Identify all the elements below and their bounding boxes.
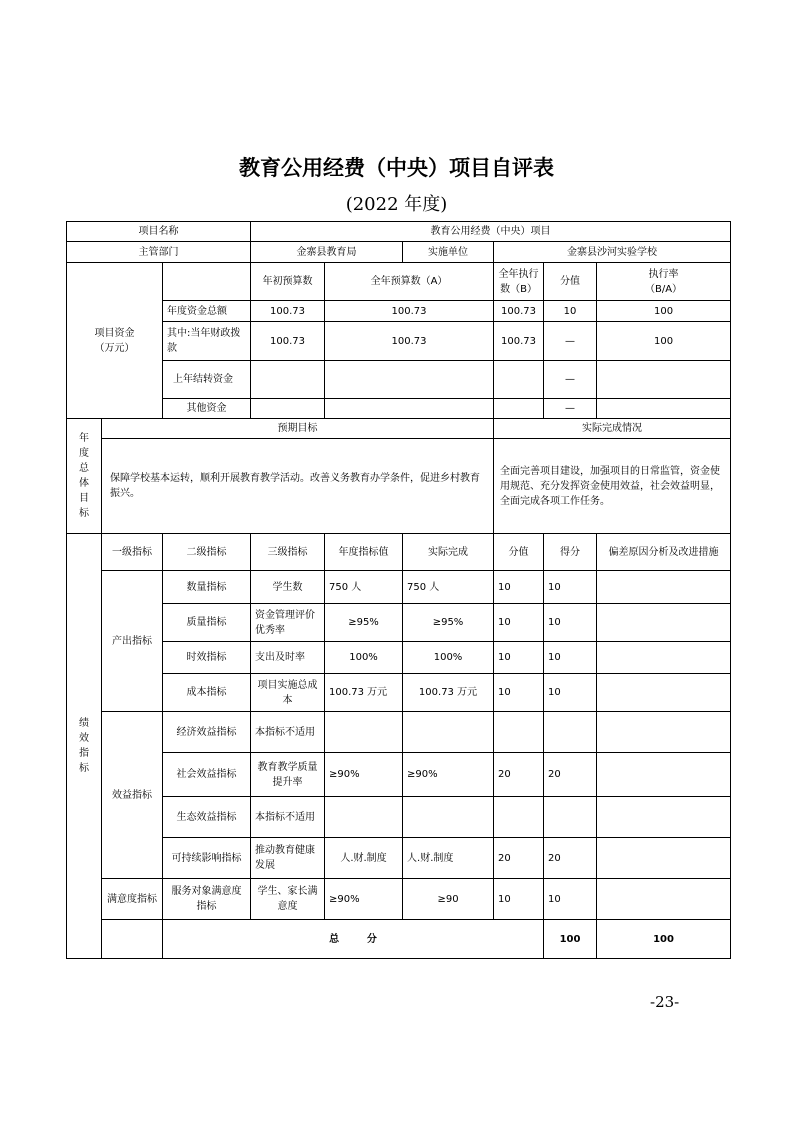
perf-target: ≥90% — [325, 753, 403, 797]
perf-score-value — [494, 712, 544, 753]
perf-score-value: 20 — [494, 838, 544, 879]
perf-level2: 经济效益指标 — [163, 712, 251, 753]
perf-score: 20 — [544, 838, 597, 879]
perf-analysis — [597, 879, 731, 920]
funds-row-executed — [494, 361, 544, 399]
funds-row-score-value: 10 — [544, 301, 597, 322]
total-label — [163, 920, 544, 959]
page-number: -23- — [650, 993, 680, 1011]
row-funds-carryover — [67, 361, 731, 399]
perf-target — [325, 712, 403, 753]
perf-level3: 资金管理评价优秀率 — [251, 604, 325, 642]
self-evaluation-table — [66, 221, 731, 959]
perf-actual: 750 人 — [403, 571, 494, 604]
goals-actual-text: 全面完善项目建设，加强项目的日常监管，资金使用规范、充分发挥资金使用效益，社会效益明显，全面完成各项工作任务。 — [494, 439, 731, 534]
unit-label: 实施单位 — [403, 242, 494, 263]
perf-level2: 成本指标 — [163, 674, 251, 712]
perf-group-output: 产出指标 — [102, 571, 163, 712]
total-label-text: 总 分 — [329, 933, 377, 945]
perf-level3: 项目实施总成本 — [251, 674, 325, 712]
row-total — [67, 920, 731, 959]
perf-header-analysis: 偏差原因分析及改进措施 — [597, 534, 731, 571]
perf-header-score-value: 分值 — [494, 534, 544, 571]
row-goals-content — [67, 439, 731, 534]
perf-side-label — [67, 534, 102, 959]
dept-label: 主管部门 — [67, 242, 251, 263]
goals-side-text: 年度总体目标 — [79, 433, 89, 519]
perf-level3: 支出及时率 — [251, 642, 325, 674]
perf-target: 人.财.制度 — [325, 838, 403, 879]
funds-section-text: 项目资金 （万元） — [94, 327, 135, 354]
perf-actual: ≥90% — [403, 753, 494, 797]
perf-analysis — [597, 753, 731, 797]
perf-row — [67, 797, 731, 838]
total-side-blank — [102, 920, 163, 959]
perf-level2: 生态效益指标 — [163, 797, 251, 838]
perf-analysis — [597, 674, 731, 712]
perf-score-value: 10 — [494, 571, 544, 604]
funds-row-initial — [251, 361, 325, 399]
perf-header-level3: 三级指标 — [251, 534, 325, 571]
funds-row-label: 其中:当年财政拨款 — [163, 322, 251, 361]
row-funds-header — [67, 263, 731, 301]
funds-row-rate — [597, 399, 731, 419]
goals-side-label — [67, 419, 102, 534]
perf-analysis — [597, 797, 731, 838]
goals-expected-header: 预期目标 — [102, 419, 494, 439]
row-funds-total — [67, 301, 731, 322]
perf-level3: 推动教育健康发展 — [251, 838, 325, 879]
perf-row — [67, 674, 731, 712]
perf-actual: ≥90 — [403, 879, 494, 920]
perf-header-level2: 二级指标 — [163, 534, 251, 571]
perf-score-value: 10 — [494, 642, 544, 674]
perf-level3: 本指标不适用 — [251, 712, 325, 753]
perf-score: 10 — [544, 604, 597, 642]
document-title: 教育公用经费（中央）项目自评表 — [239, 156, 554, 180]
perf-row — [67, 712, 731, 753]
funds-row-initial — [251, 399, 325, 419]
row-project-name — [67, 222, 731, 242]
perf-actual: 100% — [403, 642, 494, 674]
perf-level3: 本指标不适用 — [251, 797, 325, 838]
funds-row-initial: 100.73 — [251, 301, 325, 322]
funds-row-score-value: — — [544, 399, 597, 419]
total-score: 100 — [597, 920, 731, 959]
perf-score-value: 10 — [494, 674, 544, 712]
perf-group-benefit: 效益指标 — [102, 712, 163, 879]
funds-row-annual: 100.73 — [325, 322, 494, 361]
perf-analysis — [597, 604, 731, 642]
perf-score-value: 10 — [494, 604, 544, 642]
funds-row-rate: 100 — [597, 301, 731, 322]
perf-target: 750 人 — [325, 571, 403, 604]
funds-row-executed: 100.73 — [494, 301, 544, 322]
perf-side-text: 绩效指标 — [79, 718, 89, 774]
perf-actual — [403, 712, 494, 753]
perf-group-satisfaction: 满意度指标 — [102, 879, 163, 920]
funds-row-label: 年度资金总额 — [163, 301, 251, 322]
row-funds-fiscal — [67, 322, 731, 361]
funds-section-label — [67, 263, 163, 419]
funds-row-score-value: — — [544, 361, 597, 399]
funds-header-blank — [163, 263, 251, 301]
perf-row — [67, 879, 731, 920]
row-perf-header — [67, 534, 731, 571]
perf-score: 10 — [544, 879, 597, 920]
perf-target: 100% — [325, 642, 403, 674]
perf-row — [67, 571, 731, 604]
perf-level2: 数量指标 — [163, 571, 251, 604]
perf-analysis — [597, 642, 731, 674]
funds-row-annual: 100.73 — [325, 301, 494, 322]
perf-level3: 学生数 — [251, 571, 325, 604]
perf-header-score: 得分 — [544, 534, 597, 571]
project-name-value: 教育公用经费（中央）项目 — [251, 222, 731, 242]
perf-level2: 社会效益指标 — [163, 753, 251, 797]
perf-score: 10 — [544, 571, 597, 604]
perf-target: 100.73 万元 — [325, 674, 403, 712]
perf-target: ≥90% — [325, 879, 403, 920]
perf-row — [67, 642, 731, 674]
funds-row-executed: 100.73 — [494, 322, 544, 361]
row-funds-other — [67, 399, 731, 419]
funds-row-score-value: — — [544, 322, 597, 361]
perf-level3: 学生、家长满意度 — [251, 879, 325, 920]
dept-value: 金寨县教育局 — [251, 242, 403, 263]
perf-level2: 可持续影响指标 — [163, 838, 251, 879]
project-name-label: 项目名称 — [67, 222, 251, 242]
funds-row-annual — [325, 361, 494, 399]
perf-row — [67, 604, 731, 642]
perf-actual — [403, 797, 494, 838]
funds-row-initial: 100.73 — [251, 322, 325, 361]
funds-header-executed: 全年执行数（B） — [494, 263, 544, 301]
perf-score-value: 20 — [494, 753, 544, 797]
perf-actual: 100.73 万元 — [403, 674, 494, 712]
perf-analysis — [597, 571, 731, 604]
funds-header-rate-text: 执行率 （B/A） — [644, 268, 683, 295]
perf-score-value — [494, 797, 544, 838]
perf-row — [67, 753, 731, 797]
funds-row-label: 上年结转资金 — [163, 361, 251, 399]
total-score-value: 100 — [544, 920, 597, 959]
funds-row-annual — [325, 399, 494, 419]
row-department — [67, 242, 731, 263]
goals-expected-text: 保障学校基本运转，顺利开展教育教学活动。改善义务教育办学条件，促进乡村教育振兴。 — [102, 439, 494, 534]
funds-row-executed — [494, 399, 544, 419]
perf-actual: ≥95% — [403, 604, 494, 642]
perf-score: 10 — [544, 674, 597, 712]
unit-value: 金寨县沙河实验学校 — [494, 242, 731, 263]
perf-level2: 时效指标 — [163, 642, 251, 674]
perf-row — [67, 838, 731, 879]
perf-level2: 质量指标 — [163, 604, 251, 642]
perf-actual: 人.财.制度 — [403, 838, 494, 879]
perf-score: 10 — [544, 642, 597, 674]
document-subtitle: (2022 年度) — [345, 194, 448, 215]
perf-analysis — [597, 838, 731, 879]
funds-header-rate — [597, 263, 731, 301]
funds-header-initial: 年初预算数 — [251, 263, 325, 301]
perf-target: ≥95% — [325, 604, 403, 642]
perf-score-value: 10 — [494, 879, 544, 920]
perf-header-actual: 实际完成 — [403, 534, 494, 571]
funds-row-rate: 100 — [597, 322, 731, 361]
perf-score: 20 — [544, 753, 597, 797]
funds-row-label: 其他资金 — [163, 399, 251, 419]
perf-header-target: 年度指标值 — [325, 534, 403, 571]
perf-score — [544, 797, 597, 838]
row-goals-header — [67, 419, 731, 439]
perf-level2: 服务对象满意度指标 — [163, 879, 251, 920]
funds-row-rate — [597, 361, 731, 399]
funds-header-score-value: 分值 — [544, 263, 597, 301]
perf-level3: 教育教学质量提升率 — [251, 753, 325, 797]
goals-actual-header: 实际完成情况 — [494, 419, 731, 439]
funds-header-annual: 全年预算数（A） — [325, 263, 494, 301]
perf-header-level1: 一级指标 — [102, 534, 163, 571]
perf-target — [325, 797, 403, 838]
perf-analysis — [597, 712, 731, 753]
perf-score — [544, 712, 597, 753]
